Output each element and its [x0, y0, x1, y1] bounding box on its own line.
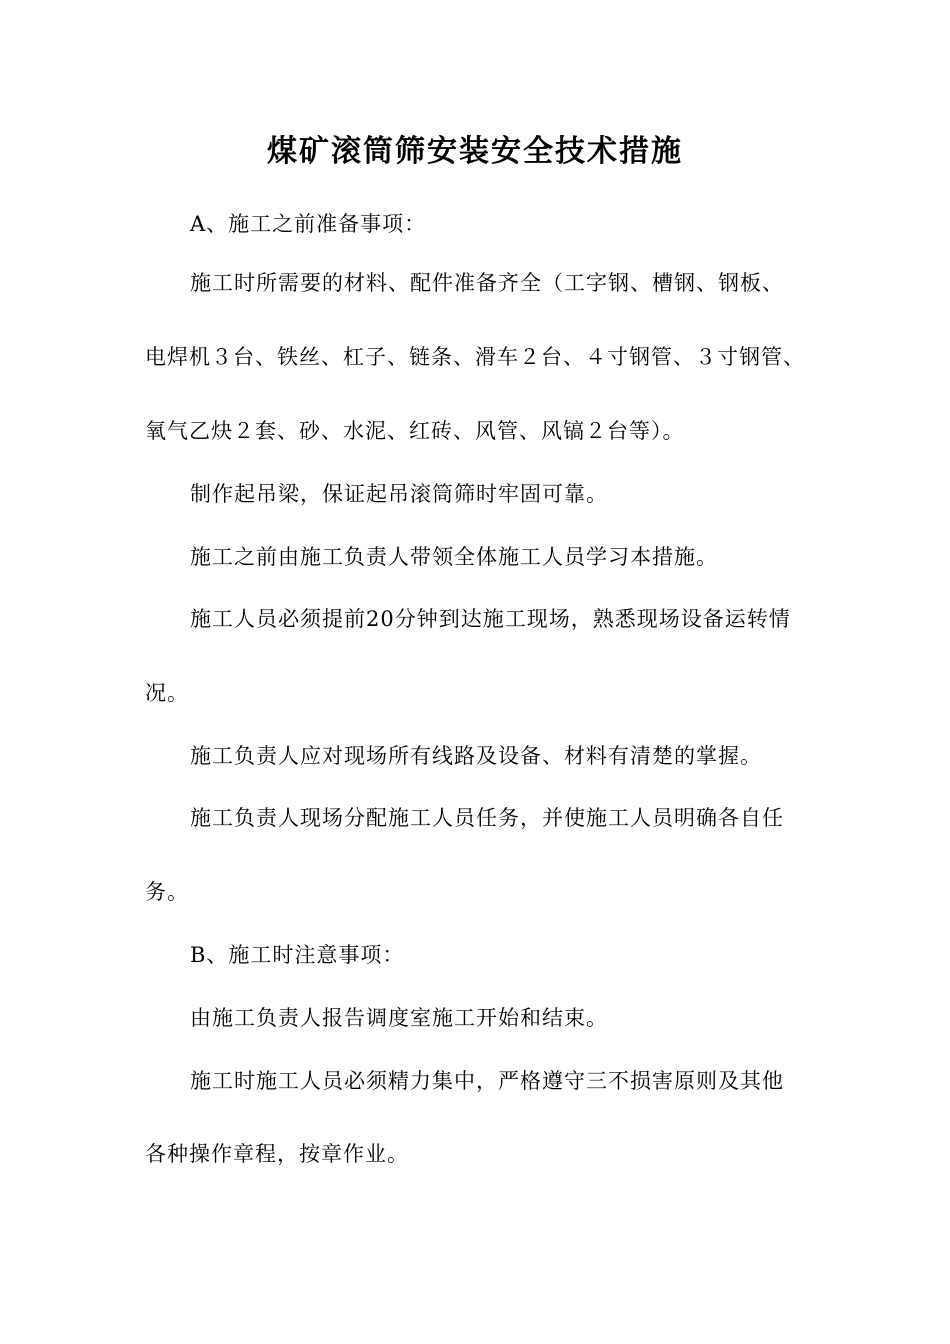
paragraph-line: 施工时施工人员必须精力集中，严格遵守三不损害原则及其他 — [190, 1069, 784, 1093]
paragraph-line: 氧气乙炔２套、砂、水泥、红砖、风管、风镐２台等）。 — [145, 419, 685, 443]
paragraph-line: 各种操作章程，按章作业。 — [145, 1142, 409, 1166]
section-b-heading: B、施工时注意事项： — [190, 943, 405, 967]
paragraph-line: 施工时所需要的材料、配件准备齐全（工字钢、槽钢、钢板、 — [190, 271, 784, 295]
paragraph-line: 施工负责人应对现场所有线路及设备、材料有清楚的掌握。 — [190, 744, 762, 768]
document-title: 煤矿滚筒筛安装安全技术措施 — [267, 134, 683, 169]
paragraph-line: 电焊机３台、铁丝、杠子、链条、滑车２台、４寸钢管、３寸钢管、 — [145, 345, 805, 369]
paragraph-line: 制作起吊梁，保证起吊滚筒筛时牢固可靠。 — [190, 482, 608, 506]
paragraph-line: 施工人员必须提前20分钟到达施工现场，熟悉现场设备运转情 — [190, 607, 791, 631]
paragraph-line: 况。 — [145, 681, 189, 705]
paragraph-line: 施工之前由施工负责人带领全体施工人员学习本措施。 — [190, 545, 718, 569]
paragraph-line: 施工负责人现场分配施工人员任务，并使施工人员明确各自任 — [190, 806, 784, 830]
paragraph-line: 由施工负责人报告调度室施工开始和结束。 — [190, 1006, 608, 1030]
section-a-heading: A、施工之前准备事项： — [190, 212, 427, 236]
paragraph-line: 务。 — [145, 880, 189, 904]
